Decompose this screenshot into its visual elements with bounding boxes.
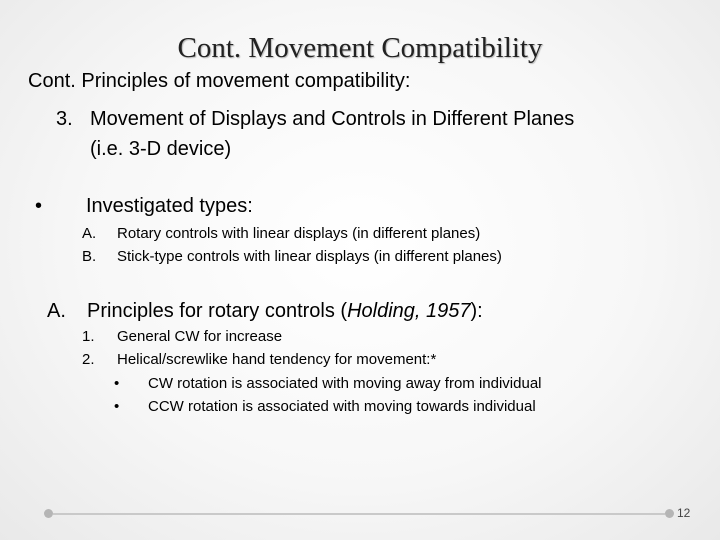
sub-bullet-marker: • (114, 398, 120, 415)
citation: Holding, 1957 (347, 300, 471, 322)
principle-number: 3. (56, 108, 73, 130)
list-item: General CW for increase (117, 328, 283, 345)
list-item: Helical/screwlike hand tendency for movement:* (117, 351, 437, 368)
bullet-marker: • (35, 195, 43, 217)
page-number: 12 (677, 506, 691, 520)
list-item-marker: A. (82, 225, 97, 242)
section-a-text-before: Principles for rotary controls ( (87, 300, 348, 322)
section-a-heading (87, 300, 483, 323)
footer-right-dot (665, 509, 674, 518)
sub-list-item: CW rotation is associated with moving away from individual (148, 375, 542, 392)
list-item: Rotary controls with linear displays (in different planes) (117, 225, 481, 242)
footer-left-dot (44, 509, 53, 518)
sub-list-item: CCW rotation is associated with moving towards individual (148, 398, 536, 415)
list-item-marker: 1. (82, 328, 95, 345)
intro-text: Cont. Principles of movement compatibility: (28, 70, 411, 92)
list-item-marker: 2. (82, 351, 95, 368)
principle-line-2: (i.e. 3-D device) (90, 138, 232, 160)
footer-rule (53, 513, 665, 515)
principle-line-1: Movement of Displays and Controls in Different Planes (90, 108, 575, 130)
list-item-marker: B. (82, 248, 97, 265)
sub-bullet-marker: • (114, 375, 120, 392)
investigated-label: Investigated types: (86, 195, 253, 217)
section-a-marker: A. (47, 300, 66, 322)
slide-title: Cont. Movement Compatibility (177, 32, 543, 64)
section-a-text-after: ): (470, 300, 483, 322)
list-item: Stick-type controls with linear displays (in different planes) (117, 248, 502, 265)
